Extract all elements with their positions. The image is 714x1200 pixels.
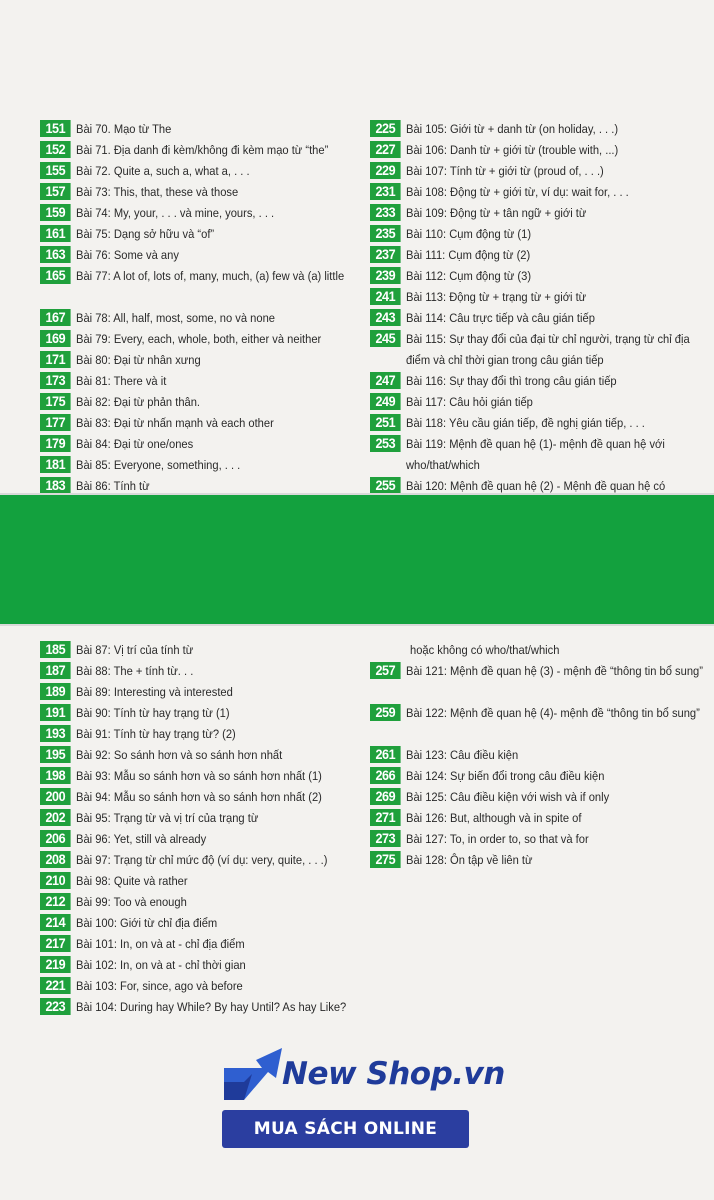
lesson-title: Bài 94: Mẫu so sánh hơn và so sánh hơn nhất (2) xyxy=(76,790,322,804)
lesson-title: Bài 90: Tính từ hay trạng từ (1) xyxy=(76,706,230,720)
lesson-title: Bài 75: Dạng sở hữu và “of” xyxy=(76,227,215,241)
page-number-badge: 261 xyxy=(370,746,401,763)
page-number-badge: 161 xyxy=(40,225,71,242)
lesson-title: Bài 86: Tính từ xyxy=(76,479,150,493)
page-number-badge: 198 xyxy=(40,767,71,784)
page-number-badge: 269 xyxy=(370,788,401,805)
lesson-title: Bài 122: Mệnh đề quan hệ (4)- mệnh đề “thông tin bổ sung” xyxy=(406,706,700,720)
lesson-title: Bài 108: Động từ + giới từ, ví dụ: wait for, . . . xyxy=(406,185,629,199)
page-number-badge: 169 xyxy=(40,330,71,347)
page-number-badge: 273 xyxy=(370,830,401,847)
newshop-logo xyxy=(222,1042,505,1150)
lesson-title: Bài 107: Tính từ + giới từ (proud of, . . .) xyxy=(406,164,604,178)
page-number-badge: 221 xyxy=(40,977,71,994)
lesson-title: Bài 117: Câu hỏi gián tiếp xyxy=(406,395,533,409)
page-number-badge: 179 xyxy=(40,435,71,452)
lesson-title: Bài 100: Giới từ chỉ địa điểm xyxy=(76,916,218,930)
page-number-badge: 266 xyxy=(370,767,401,784)
lesson-title: Bài 116: Sự thay đổi thì trong câu gián tiếp xyxy=(406,374,617,388)
page-number-badge: 210 xyxy=(40,872,71,889)
page-number-badge: 155 xyxy=(40,162,71,179)
lesson-title: Bài 89: Interesting và interested xyxy=(76,685,233,699)
page-number-badge: 185 xyxy=(40,641,71,658)
continuation-text: hoặc không có who/that/which xyxy=(410,643,560,657)
page-number-badge: 152 xyxy=(40,141,71,158)
lesson-title: Bài 84: Đại từ one/ones xyxy=(76,437,194,451)
page-number-badge: 191 xyxy=(40,704,71,721)
page-number-badge: 243 xyxy=(370,309,401,326)
lesson-title: Bài 97: Trạng từ chỉ mức độ (ví dụ: very, quite, . . .) xyxy=(76,853,328,867)
page-number-badge: 177 xyxy=(40,414,71,431)
page-number-badge: 275 xyxy=(370,851,401,868)
lesson-title: Bài 121: Mệnh đề quan hệ (3) - mệnh đề “thông tin bổ sung” xyxy=(406,664,703,678)
page-number-badge: 255 xyxy=(370,477,401,494)
lesson-title: Bài 126: But, although và in spite of xyxy=(406,811,582,825)
lesson-title: Bài 114: Câu trực tiếp và câu gián tiếp xyxy=(406,311,595,325)
page-number-badge: 206 xyxy=(40,830,71,847)
lesson-title: Bài 80: Đại từ nhân xưng xyxy=(76,353,201,367)
lesson-title: Bài 93: Mẫu so sánh hơn và so sánh hơn nhất (1) xyxy=(76,769,322,783)
lesson-title: Bài 125: Câu điều kiện với wish và if only xyxy=(406,790,610,804)
lesson-title: Bài 72. Quite a, such a, what a, . . . xyxy=(76,164,250,178)
lesson-title: Bài 83: Đại từ nhấn mạnh và each other xyxy=(76,416,274,430)
lesson-title: Bài 78: All, half, most, some, no và none xyxy=(76,311,275,325)
lesson-title: Bài 120: Mệnh đề quan hệ (2) - Mệnh đề quan hệ có xyxy=(406,479,666,493)
page-number-badge: 237 xyxy=(370,246,401,263)
page-number-badge: 171 xyxy=(40,351,71,368)
page-number-badge: 202 xyxy=(40,809,71,826)
page-number-badge: 183 xyxy=(40,477,71,494)
page-number-badge: 165 xyxy=(40,267,71,284)
page-number-badge: 241 xyxy=(370,288,401,305)
lesson-title: Bài 111: Cụm động từ (2) xyxy=(406,248,531,262)
page-number-badge: 249 xyxy=(370,393,401,410)
lesson-title: Bài 91: Tính từ hay trạng từ? (2) xyxy=(76,727,236,741)
lesson-title: Bài 113: Động từ + trạng từ + giới từ xyxy=(406,290,587,304)
lesson-title: Bài 79: Every, each, whole, both, either và neither xyxy=(76,332,322,346)
lesson-title: Bài 87: Vị trí của tính từ xyxy=(76,643,194,657)
page-number-badge: 225 xyxy=(370,120,401,137)
lesson-title: Bài 123: Câu điều kiện xyxy=(406,748,519,762)
page-number-badge: 157 xyxy=(40,183,71,200)
lesson-title: Bài 112: Cụm động từ (3) xyxy=(406,269,532,283)
lesson-title: Bài 76: Some và any xyxy=(76,248,179,262)
page-number-badge: 253 xyxy=(370,435,401,452)
page-number-badge: 227 xyxy=(370,141,401,158)
lesson-title: Bài 115: Sự thay đổi của đại từ chỉ người, trạng từ chỉ địa điểm và chỉ thời gian trong câu gián tiếp xyxy=(406,332,690,367)
lesson-title: Bài 105: Giới từ + danh từ (on holiday, . . .) xyxy=(406,122,619,136)
lesson-title: Bài 104: During hay While? By hay Until? As hay Like? xyxy=(76,1000,347,1014)
page-number-badge: 219 xyxy=(40,956,71,973)
lesson-title: Bài 85: Everyone, something, . . . xyxy=(76,458,241,472)
lesson-title: Bài 96: Yet, still và already xyxy=(76,832,207,846)
brand-name: New Shop.vn xyxy=(282,1056,505,1092)
page-number-badge: 251 xyxy=(370,414,401,431)
lesson-title: Bài 82: Đại từ phản thân. xyxy=(76,395,201,409)
page-number-badge: 193 xyxy=(40,725,71,742)
lesson-title: Bài 71. Địa danh đi kèm/không đi kèm mạo từ “the” xyxy=(76,143,329,157)
page-number-badge: 214 xyxy=(40,914,71,931)
page-number-badge: 231 xyxy=(370,183,401,200)
page-number-badge: 175 xyxy=(40,393,71,410)
page-number-badge: 151 xyxy=(40,120,71,137)
page-number-badge: 239 xyxy=(370,267,401,284)
lesson-title: Bài 103: For, since, ago và before xyxy=(76,979,243,993)
page-number-badge: 159 xyxy=(40,204,71,221)
lesson-title: Bài 73: This, that, these và those xyxy=(76,185,239,199)
page-number-badge: 187 xyxy=(40,662,71,679)
lesson-title: Bài 106: Danh từ + giới từ (trouble with, ...) xyxy=(406,143,619,157)
arrow-logo-icon xyxy=(222,1042,284,1102)
page-number-badge: 200 xyxy=(40,788,71,805)
page-number-badge: 217 xyxy=(40,935,71,952)
lesson-title: Bài 128: Ôn tập về liên từ xyxy=(406,853,533,867)
page-number-badge: 235 xyxy=(370,225,401,242)
page-number-badge: 163 xyxy=(40,246,71,263)
page-number-badge: 223 xyxy=(40,998,71,1015)
page-number-badge: 173 xyxy=(40,372,71,389)
lesson-title: Bài 77: A lot of, lots of, many, much, (a) few và (a) little xyxy=(76,269,345,283)
lesson-title: Bài 81: There và it xyxy=(76,374,167,388)
lesson-title: Bài 102: In, on và at - chỉ thời gian xyxy=(76,958,246,972)
page-number-badge: 271 xyxy=(370,809,401,826)
lesson-title: Bài 95: Trạng từ và vị trí của trạng từ xyxy=(76,811,259,825)
lesson-title: Bài 118: Yêu cầu gián tiếp, đề nghị gián tiếp, . . . xyxy=(406,416,645,430)
page-number-badge: 195 xyxy=(40,746,71,763)
page-number-badge: 212 xyxy=(40,893,71,910)
page-number-badge: 181 xyxy=(40,456,71,473)
lesson-title: Bài 109: Động từ + tân ngữ + giới từ xyxy=(406,206,587,220)
page-number-badge: 167 xyxy=(40,309,71,326)
page-number-badge: 257 xyxy=(370,662,401,679)
page-number-badge: 229 xyxy=(370,162,401,179)
buy-online-button[interactable]: MUA SÁCH ONLINE xyxy=(222,1110,469,1148)
green-divider-band xyxy=(0,493,714,626)
lesson-title: Bài 92: So sánh hơn và so sánh hơn nhất xyxy=(76,748,283,762)
lesson-title: Bài 99: Too và enough xyxy=(76,895,187,909)
lesson-title: Bài 110: Cụm động từ (1) xyxy=(406,227,532,241)
lesson-title: Bài 127: To, in order to, so that và for xyxy=(406,832,589,846)
page-number-badge: 233 xyxy=(370,204,401,221)
lesson-title: Bài 119: Mệnh đề quan hệ (1)- mệnh đề quan hệ với who/that/which xyxy=(406,437,665,472)
lesson-title: Bài 98: Quite và rather xyxy=(76,874,188,888)
page-number-badge: 247 xyxy=(370,372,401,389)
page-number-badge: 208 xyxy=(40,851,71,868)
lesson-title: Bài 124: Sự biến đổi trong câu điều kiện xyxy=(406,769,605,783)
page-number-badge: 259 xyxy=(370,704,401,721)
page-number-badge: 245 xyxy=(370,330,401,347)
lesson-title: Bài 88: The + tính từ. . . xyxy=(76,664,194,678)
lesson-title: Bài 101: In, on và at - chỉ địa điểm xyxy=(76,937,245,951)
lesson-title: Bài 74: My, your, . . . và mine, yours, . . . xyxy=(76,206,275,220)
lesson-title: Bài 70. Mạo từ The xyxy=(76,122,172,136)
page-number-badge: 189 xyxy=(40,683,71,700)
